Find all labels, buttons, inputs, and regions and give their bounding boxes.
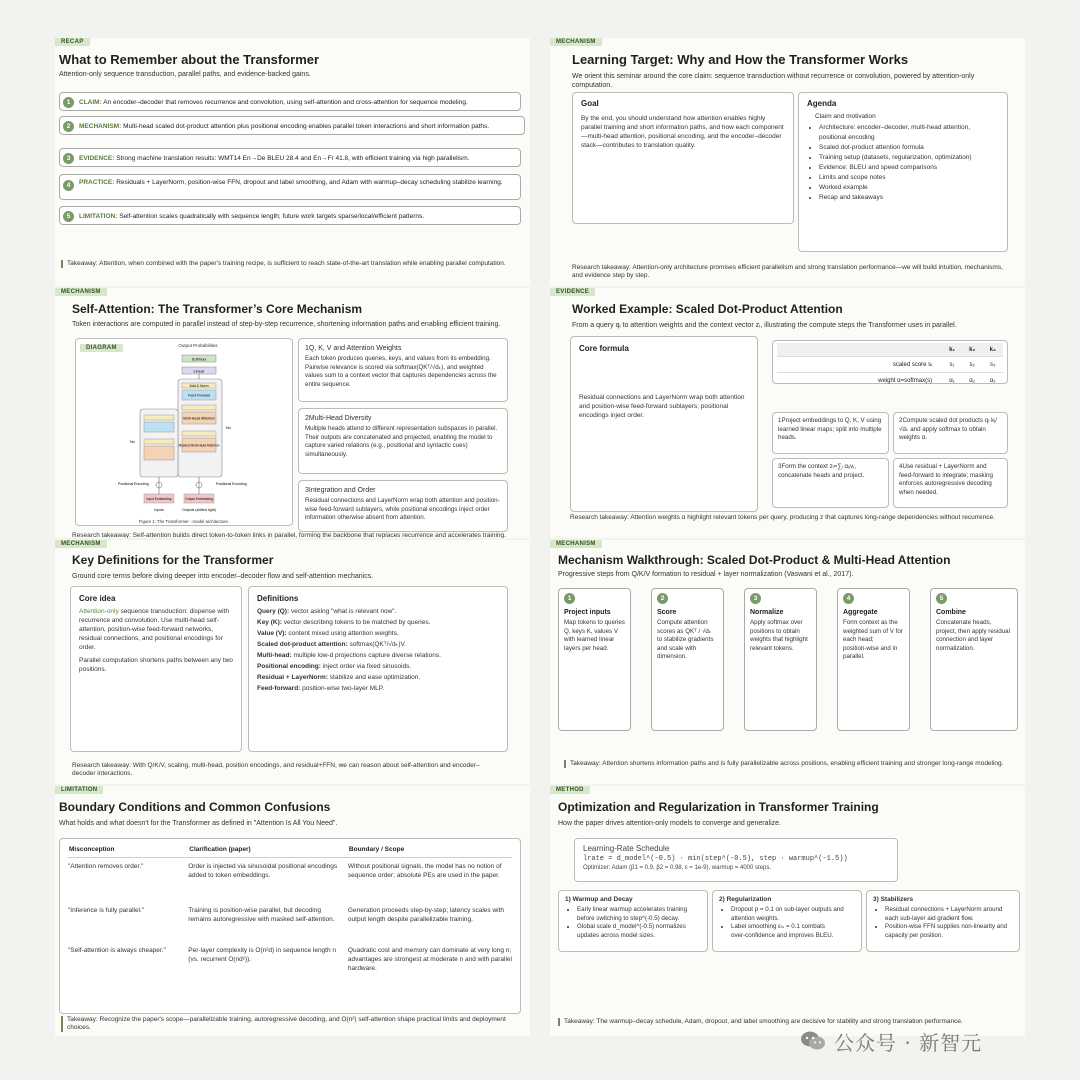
- slide-subtitle: What holds and what doesn't for the Transformer as defined in "Attention Is All You Need".: [59, 820, 338, 827]
- slide-title: Self-Attention: The Transformer’s Core Mechanism: [72, 302, 363, 316]
- training-col: 1) Warmup and Decay • Early linear warmup accelerates training before switching to step^(-0.5) decay. • Global scale d_model^(-0.5) normalizes updates across model sizes.: [558, 890, 708, 952]
- slide-tag: MECHANISM: [55, 540, 107, 548]
- mechanism-card: 1Q, K, V and Attention Weights Each token produces queries, keys, and values from its embedding. Pairwise relevance is scored via softmax(QKᵀ/√dₖ), and weighted values sum to a context vector that captures dependencies across the entire sequence.: [298, 338, 508, 402]
- definition-item: Residual + LayerNorm: stabilize and ease optimization.: [257, 674, 421, 681]
- diagram-pos-enc-right: Positional Encoding: [216, 482, 247, 486]
- diagram-inputs: Inputs: [154, 508, 164, 512]
- diagram-linear: Linear: [193, 368, 205, 374]
- slide-recap: [55, 38, 530, 286]
- core-idea-text-2: Parallel computation shortens paths between any two positions.: [79, 657, 233, 673]
- mechanism-card: 3Integration and Order Residual connections and LayerNorm wrap both attention and position-wise feed-forward sublayers, while positional encodings inject order information otherwise absent from attention.: [298, 480, 508, 532]
- slide-takeaway: Research takeaway: Attention weights α highlight relevant tokens per query, producing z that captures long-range dependencies without recurrence.: [570, 514, 995, 521]
- agenda-item: • Training setup (datasets, regularization, optimization): [819, 153, 999, 163]
- step-card: 2Compute scaled dot products qᵢ·kⱼ/√dₖ and apply softmax to obtain weights α.: [893, 412, 1008, 454]
- definitions-card: [248, 586, 508, 752]
- wechat-icon: [800, 1030, 826, 1052]
- diagram-nx-left: Nx: [130, 439, 135, 444]
- steps-row: [558, 588, 1023, 733]
- lr-formula: lrate = d_model^(-0.5) · min(step^(-0.5), step · warmup^(-1.5)): [583, 855, 848, 863]
- definition-item: Value (V): content mixed using attention weights.: [257, 630, 399, 637]
- slide-takeaway: Research takeaway: With Q/K/V, scaling, multi-head, position encodings, and residual+FFN, we can reason about self-attention and encoder–decoder interactions.: [72, 762, 480, 777]
- enc-ffn: [144, 422, 174, 432]
- goal-card: [572, 92, 794, 224]
- slide-takeaway: Takeaway: Attention shortens information paths and is fully parallelizable across positions, enabling efficient training and stronger long‑range modeling.: [564, 760, 1015, 768]
- slide-subtitle: How the paper drives attention‑only models to converge and generalize.: [558, 820, 781, 827]
- table-row: "Attention removes order." Order is injected via sinusoidal positional encodings added to token embeddings. Without positional signals, the model has no notion of sequence order; absolute PEs are used in the paper.: [68, 863, 502, 879]
- walkthrough-step: 2 Score Compute attention scores as QKᵀ / √dₖ to stabilize gradients and scale with dimension.: [651, 588, 724, 731]
- walkthrough-step: 5 Combine Concatenate heads, project, then apply residual connection and layer normalization.: [930, 588, 1018, 731]
- diagram-mha: Multi-Head Attention: [183, 416, 215, 421]
- slide-tag: MECHANISM: [550, 540, 602, 548]
- enc-attn: [144, 446, 174, 460]
- slide-takeaway: Takeaway: Attention, when combined with the paper's training recipe, is sufficient to reach state-of-the-art translation while enabling parallel computation.: [61, 260, 507, 268]
- slide-subtitle: Token interactions are computed in parallel instead of step-by-step recurrence, shortening information paths and enabling efficient training.: [72, 321, 501, 328]
- agenda-item: • Limits and scope notes: [819, 173, 999, 183]
- goal-title: Goal: [581, 99, 599, 108]
- slide-title: Worked Example: Scaled Dot-Product Attention: [572, 302, 843, 316]
- diagram-softmax: Softmax: [191, 356, 207, 362]
- agenda-item: • Architecture: encoder–decoder, multi-head attention, positional encoding: [819, 123, 999, 143]
- diagram-nx-right: Nx: [226, 425, 231, 430]
- agenda-list: [807, 123, 999, 203]
- transformer-architecture-diagram: [76, 339, 292, 525]
- core-idea-text: Attention-only sequence transduction: dispense with recurrence and convolution. Use multi-head self-attention, position-wise feed-forward networks, residual connections, and positional encodings for order.: [79, 608, 229, 651]
- slide-title: Key Definitions for the Transformer: [72, 553, 274, 567]
- slide-tag: RECAP: [55, 38, 90, 46]
- slide-tag: MECHANISM: [550, 38, 602, 46]
- slide-subtitle: Attention-only sequence transduction, parallel paths, and evidence-backed gains.: [59, 71, 311, 78]
- diagram-card: [75, 338, 293, 526]
- definition-item: Multi-head: multiple low-d projections capture diverse relations.: [257, 652, 441, 659]
- agenda-item: • Scaled dot-product attention formula: [819, 143, 999, 153]
- lr-schedule-title: Learning‑Rate Schedule: [583, 844, 670, 853]
- slide-tag: MECHANISM: [55, 288, 107, 296]
- definition-item: Key (K): vector describing tokens to be matched by queries.: [257, 619, 431, 626]
- walkthrough-step: 4 Aggregate Form context as the weighted sum of V for each head; position‑wise and in parallel.: [837, 588, 910, 731]
- training-col: 3) Stabilizers • Residual connections + LayerNorm around each sub‑layer aid gradient flow. • Position‑wise FFN supplies non‑linearity and capacity per position.: [866, 890, 1020, 952]
- slide-mechanism-walkthrough: [550, 540, 1025, 784]
- agenda-card: [798, 92, 1008, 252]
- slide-takeaway: Takeaway: Recognize the paper's scope—parallelizable training, autoregressive decoding, and O(n²) self‑attention shape practical limits and deployment choices.: [61, 1016, 517, 1032]
- lr-optimizer-note: Optimizer: Adam (β1 = 0.9, β2 = 0.98, ε = 1e-9), warmup = 4000 steps.: [583, 865, 772, 871]
- table-row: scaled score sᵢ s₁ s₂ s₃: [777, 357, 1003, 373]
- definition-item: Query (Q): vector asking "what is relevant now".: [257, 608, 397, 615]
- diagram-output-embedding: Output Embedding: [185, 497, 213, 501]
- slide-learning-target: [550, 38, 1025, 286]
- slide-subtitle: Progressive steps from Q/K/V formation to residual + layer normalization (Vaswani et al., 2017).: [558, 571, 854, 578]
- lr-schedule-card: [574, 838, 898, 882]
- agenda-claim: Claim and motivation: [815, 113, 876, 120]
- step-card: 3Form the context zᵢ=∑ⱼ αᵢⱼvⱼ, concatenate heads and project.: [772, 458, 889, 508]
- core-idea-card: [70, 586, 242, 752]
- slide-title: What to Remember about the Transformer: [59, 52, 320, 67]
- slide-title: Optimization and Regularization in Transformer Training: [558, 800, 879, 814]
- slide-key-definitions: [55, 540, 530, 784]
- table-row: "Self‑attention is always cheaper." Per‑layer complexity is O(n²d) in sequence length n (vs. recurrent O(nd²)). Quadratic cost and memory can dominate at very long n; advantages are strongest at moderate n and with parallel hardware.: [68, 947, 512, 972]
- slide-tag: LIMITATION: [55, 786, 103, 794]
- diagram-output-probabilities: Output Probabilities: [178, 343, 218, 348]
- enc-add-norm: [144, 415, 174, 420]
- step-card: 1Project embeddings to Q, K, V using learned linear maps; split into multiple heads.: [772, 412, 889, 454]
- goal-text: By the end, you should understand how attention enables highly parallel training and short information paths, and how each component—multi-head attention, positional encoding, and the encoder–decoder stack—contributes to translation quality.: [581, 115, 784, 149]
- dec-add-norm-3: [182, 431, 216, 436]
- core-idea-title: Core idea: [79, 594, 116, 603]
- definitions-title: Definitions: [257, 594, 299, 603]
- confusions-table: [68, 845, 512, 977]
- claim-item: 1 CLAIM: An encoder–decoder that removes recurrence and convolution, using self-attention and cross-attention for sequence modeling.: [59, 92, 521, 111]
- table-row: "Inference is fully parallel." Training is position‑wise parallel, but decoding remains autoregressive with masked self‑attention. Generation proceeds step‑by‑step; latency scales with output length despite parallelizable training.: [68, 907, 505, 923]
- watermark-text: 公众号 · 新智元: [834, 1030, 983, 1055]
- core-formula-card: [570, 336, 758, 512]
- agenda-item: • Evidence: BLEU and speed comparisons: [819, 163, 999, 173]
- slide-optimization: [550, 786, 1025, 1036]
- slide-takeaway: Takeaway: The warmup–decay schedule, Adam, dropout, and label smoothing are decisive for stability and strong translation performance.: [558, 1018, 1014, 1026]
- slide-subtitle: We orient this seminar around the core claim: sequence transduction without recurrence or convolution, powered by attention-only computation.: [572, 73, 975, 89]
- definition-item: Feed-forward: position-wise two-layer MLP.: [257, 685, 385, 692]
- claim-item: 5 LIMITATION: Self-attention scales quadratically with sequence length; future work targets sparse/local/efficient patterns.: [59, 206, 521, 225]
- diagram-pos-enc-left: Positional Encoding: [118, 482, 149, 486]
- dec-add-norm-2: [182, 405, 216, 410]
- slide-boundary-conditions: [55, 786, 530, 1036]
- diagram-input-embedding: Input Embedding: [146, 497, 172, 501]
- slide-title: Mechanism Walkthrough: Scaled Dot‑Product & Multi‑Head Attention: [558, 553, 951, 567]
- diagram-caption: Figure 1: The Transformer - model architecture.: [138, 519, 230, 524]
- agenda-item: • Worked example: [819, 183, 999, 193]
- core-formula-title: Core formula: [579, 344, 629, 353]
- claim-item: 4 PRACTICE: Residuals + LayerNorm, position-wise FFN, dropout and label smoothing, and Adam with warmup–decay scheduling stabilize learning.: [59, 174, 521, 200]
- slide-tag: METHOD: [550, 786, 590, 794]
- claim-item: 2 MECHANISM: Multi-head scaled dot-product attention plus positional encoding enables parallel token interactions and short information paths.: [59, 116, 525, 135]
- diagram-masked-mha: Masked Multi-Head Attention: [178, 443, 220, 448]
- slide-title: Boundary Conditions and Common Confusions: [59, 800, 331, 814]
- walkthrough-step: 1 Project inputs Map tokens to queries Q, keys K, values V with learned linear layers per head.: [558, 588, 631, 731]
- slide-tag: EVIDENCE: [550, 288, 595, 296]
- diagram-outputs: Outputs (shifted right): [182, 508, 216, 512]
- attention-table-card: [772, 340, 1008, 384]
- confusions-table-card: [59, 838, 521, 1014]
- slide-takeaway: Research takeaway: Attention-only architecture promises efficient parallelism and strong translation performance—we will build intuition, mechanisms, and evidence step by step.: [572, 264, 1003, 279]
- slide-takeaway: Research takeaway: Self-attention builds direct token-to-token links in parallel, forming the backbone that replaces recurrence and accelerates training.: [72, 532, 506, 538]
- mechanism-card: 2Multi-Head Diversity Multiple heads attend to different representation subspaces in parallel. Their outputs are concatenated and projected, enabling the model to capture varied relations (e.g., positional and syntactic cues) simultaneously.: [298, 408, 508, 474]
- slide-worked-example: [550, 288, 1025, 538]
- watermark: [800, 1028, 982, 1054]
- definition-item: Positional encoding: inject order via fixed sinusoids.: [257, 663, 412, 670]
- walkthrough-step: 3 Normalize Apply softmax over positions to obtain weights that highlight relevant tokens.: [744, 588, 817, 731]
- slide-subtitle: From a query qᵢ to attention weights and the context vector zᵢ, illustrating the compute steps the Transformer uses in parallel.: [572, 322, 957, 329]
- diagram-add-norm: Add & Norm: [189, 384, 209, 388]
- training-col: 2) Regularization • Dropout p = 0.1 on sub‑layer outputs and attention weights. • Label smoothing εₗₛ = 0.1 combats over‑confidence and improves BLEU.: [712, 890, 862, 952]
- table-header-row: Misconception Clarification (paper) Boundary / Scope: [68, 845, 512, 858]
- core-formula-text: Residual connections and LayerNorm wrap both attention and position-wise feed-forward sublayers; positional encodings inject order.: [579, 394, 745, 419]
- diagram-feed-forward: Feed Forward: [188, 393, 210, 398]
- slide-title: Learning Target: Why and How the Transformer Works: [572, 52, 909, 67]
- slide-subtitle: Ground core terms before diving deeper into encoder–decoder flow and self-attention mechanics.: [72, 573, 374, 580]
- table-row: weight α=softmax(s) α₁ α₂ α₃: [777, 373, 1003, 389]
- attention-table: [777, 343, 1003, 388]
- step-card: 4Use residual + LayerNorm and feed-forward to integrate; masking enforces autoregressive decoding when needed.: [893, 458, 1008, 508]
- diagram-tag: DIAGRAM: [80, 344, 123, 352]
- agenda-item: • Recap and takeaways: [819, 193, 999, 203]
- agenda-title: Agenda: [807, 99, 837, 108]
- definition-item: Scaled dot-product attention: softmax(QKᵀ/√dₖ)V.: [257, 641, 407, 648]
- enc-add-norm-2: [144, 439, 174, 444]
- table-header-row: k₁ k₂ k₃: [777, 343, 1003, 357]
- claim-item: 3 EVIDENCE: Strong machine translation results: WMT14 En→De BLEU 28.4 and En→Fr 41.8, with efficient training via high parallelism.: [59, 148, 521, 167]
- slide-self-attention: [55, 288, 530, 538]
